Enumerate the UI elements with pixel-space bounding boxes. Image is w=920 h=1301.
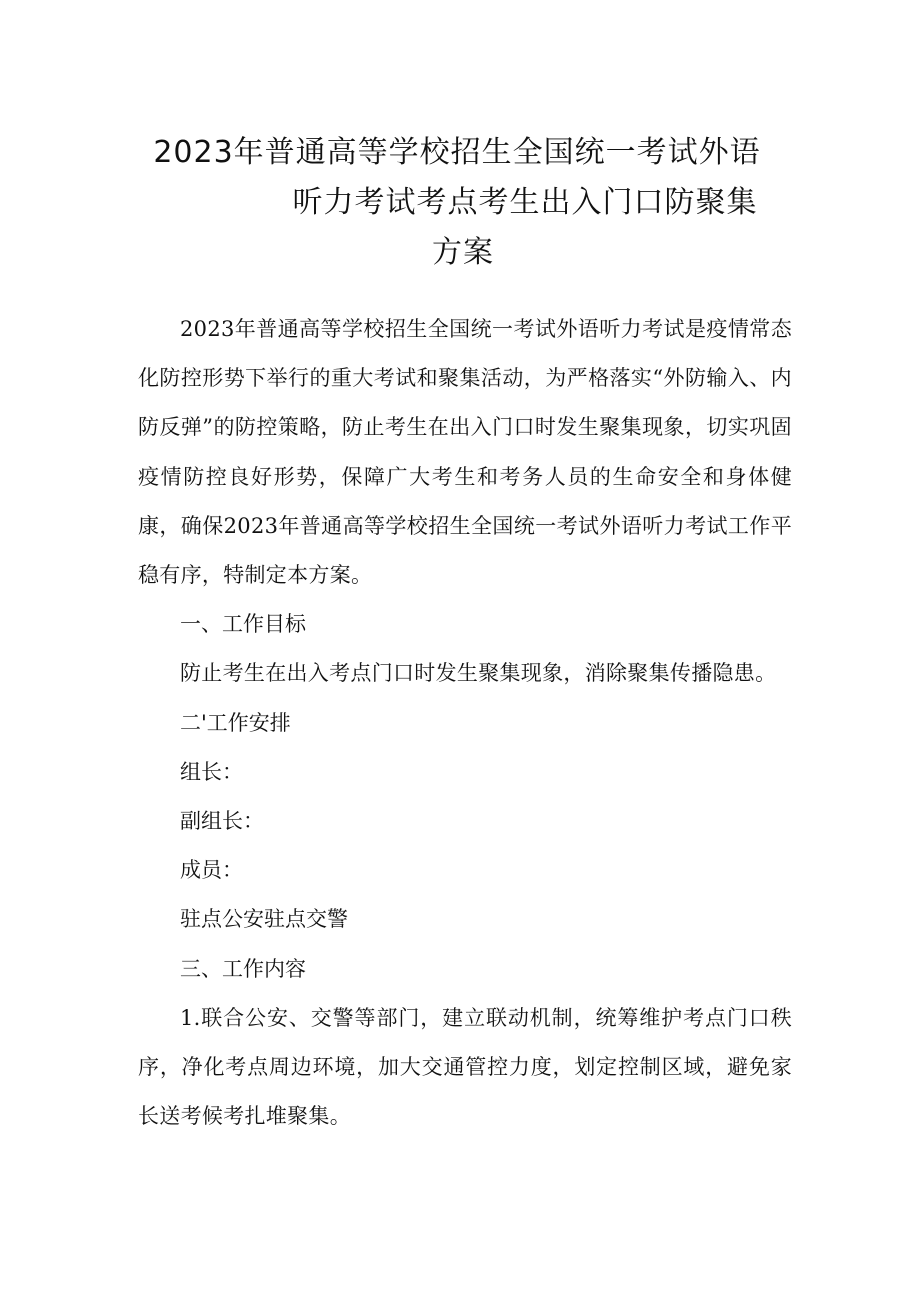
section-heading-arrangement: 二'工作安排 (180, 710, 291, 735)
section-heading-goals: 一、工作目标 (180, 612, 306, 637)
section-heading-content: 三、工作内容 (180, 956, 306, 981)
deputy-leader-line: 副组长： (180, 809, 264, 834)
goals-paragraph: 防止考生在出入考点门口时发生聚集现象，消除聚集传播隐患。 (180, 661, 777, 686)
police-line: 驻点公安驻点交警 (180, 907, 348, 932)
members-line: 成员： (180, 858, 243, 883)
document-title (0, 128, 920, 278)
content-item-1: 1.联合公安、交警等部门，建立联动机制，统筹维护考点门口秩序，净化考点周边环境，加大交通管控力度，划定控制区域，避免家长送考候考扎堆聚集。 (138, 1005, 792, 1129)
title-line-2: 听力考试考点考生出入门口防聚集 (292, 185, 758, 220)
title-line-3: 方案 (432, 235, 494, 270)
leader-line: 组长： (180, 759, 243, 784)
document-body (138, 305, 792, 1141)
intro-paragraph: 2023年普通高等学校招生全国统一考试外语听力考试是疫情常态化防控形势下举行的重大考试和聚集活动，为严格落实“外防输入、内防反弹”的防控策略，防止考生在出入门口时发生聚集现象，切实巩固疫情防控良好形势，保障广大考生和考务人员的生命安全和身体健康，确保2023年普通高等学校招生全国统一考试外语听力考试工作平稳有序，特制定本方案。 (138, 317, 792, 588)
title-line-1: 2023年普通高等学校招生全国统一考试外语 (153, 135, 761, 170)
